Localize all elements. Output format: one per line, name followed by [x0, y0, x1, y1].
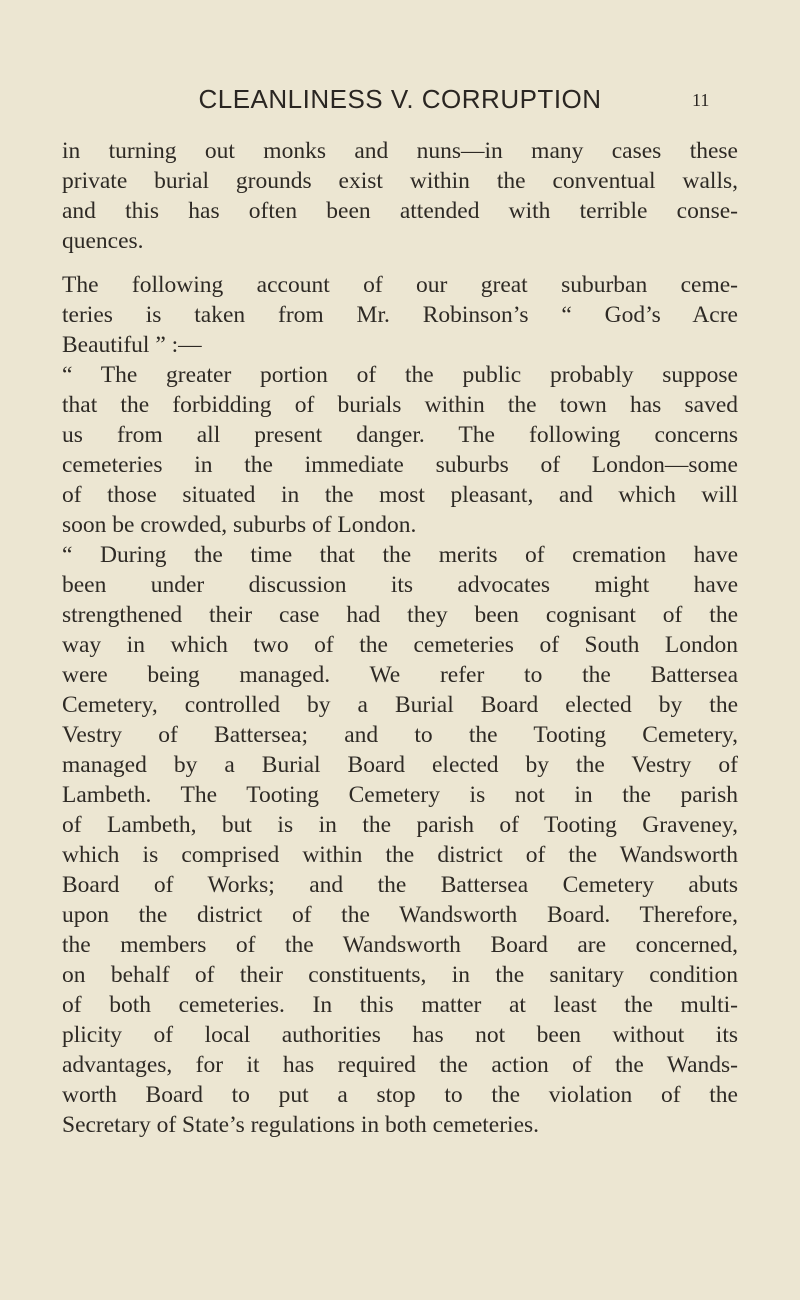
text-line: cemeteries in the immediate suburbs of London—some — [62, 452, 738, 478]
body-text — [62, 136, 738, 1140]
text-line: which is comprised within the district of the Wandsworth — [62, 842, 738, 868]
page-number: 11 — [692, 90, 710, 110]
text-line: been under discussion its advocates might have — [62, 572, 738, 598]
text-line: were being managed. We refer to the Battersea — [62, 662, 738, 688]
text-line: of both cemeteries. In this matter at least the multi- — [62, 992, 738, 1018]
text-line: of those situated in the most pleasant, and which will — [62, 482, 738, 508]
text-line: strengthened their case had they been cognisant of the — [62, 602, 738, 628]
text-line: on behalf of their constituents, in the sanitary condition — [62, 962, 738, 988]
text-line: Cemetery, controlled by a Burial Board elected by the — [62, 692, 738, 718]
text-line: plicity of local authorities has not been without its — [62, 1022, 738, 1048]
paragraph — [62, 270, 738, 360]
text-line: way in which two of the cemeteries of South London — [62, 632, 738, 658]
quoted-paragraph — [62, 360, 738, 540]
text-line: upon the district of the Wandsworth Board. Therefore, — [62, 902, 738, 928]
text-line: worth Board to put a stop to the violation of the — [62, 1082, 738, 1108]
text-line: quences. — [62, 228, 144, 254]
text-line: “ The greater portion of the public probably suppose — [62, 362, 738, 388]
text-line: Vestry of Battersea; and to the Tooting Cemetery, — [62, 722, 738, 748]
text-line: the members of the Wandsworth Board are concerned, — [62, 932, 738, 958]
text-line: in turning out monks and nuns—in many cases these — [62, 138, 738, 164]
text-line: that the forbidding of burials within the town has saved — [62, 392, 738, 418]
text-line: and this has often been attended with terrible conse- — [62, 198, 738, 224]
running-head — [0, 84, 800, 118]
running-head-title: CLEANLINESS V. CORRUPTION — [198, 84, 602, 114]
text-line: Secretary of State’s regulations in both cemeteries. — [62, 1112, 540, 1138]
text-line: Lambeth. The Tooting Cemetery is not in the parish — [62, 782, 738, 808]
text-line: “ During the time that the merits of cremation have — [62, 542, 738, 568]
text-line: Board of Works; and the Battersea Cemetery abuts — [62, 872, 738, 898]
text-line: soon be crowded, suburbs of London. — [62, 512, 417, 538]
quoted-paragraph — [62, 540, 738, 1140]
text-line: us from all present danger. The following concerns — [62, 422, 738, 448]
paragraph-gap — [62, 256, 738, 270]
text-line: private burial grounds exist within the conventual walls, — [62, 168, 738, 194]
text-line: advantages, for it has required the action of the Wands- — [62, 1052, 738, 1078]
text-line: teries is taken from Mr. Robinson’s “ God’s Acre — [62, 302, 738, 328]
text-line: managed by a Burial Board elected by the Vestry of — [62, 752, 738, 778]
text-line: Beautiful ” :— — [62, 332, 202, 358]
paragraph — [62, 136, 738, 256]
text-line: The following account of our great suburban ceme- — [62, 272, 738, 298]
text-line: of Lambeth, but is in the parish of Tooting Graveney, — [62, 812, 738, 838]
